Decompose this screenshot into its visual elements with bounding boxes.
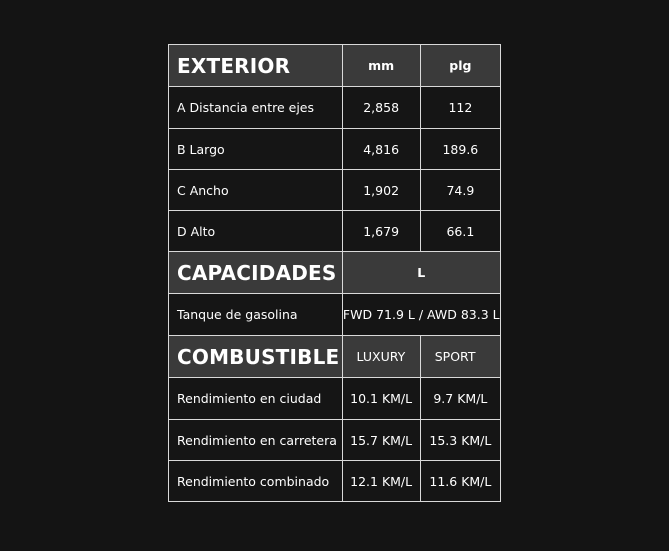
- row-value-luxury: 10.1 KM/L: [342, 378, 420, 420]
- row-label: C Ancho: [169, 170, 343, 211]
- col-sport: SPORT: [420, 336, 500, 378]
- table-row: [169, 461, 501, 502]
- table-row: [169, 378, 501, 420]
- unit-mm: mm: [342, 45, 420, 87]
- capacidades-header-row: [169, 252, 501, 294]
- exterior-title: EXTERIOR: [169, 45, 343, 87]
- combustible-title: COMBUSTIBLE: [169, 336, 343, 378]
- unit-liters: L: [342, 252, 500, 294]
- row-value-mm: 1,679: [342, 211, 420, 252]
- row-value-plg: 189.6: [420, 129, 500, 170]
- table-row: [169, 420, 501, 461]
- row-value-mm: 4,816: [342, 129, 420, 170]
- col-luxury: LUXURY: [342, 336, 420, 378]
- row-value-sport: 15.3 KM/L: [420, 420, 500, 461]
- table-row: [169, 87, 501, 129]
- row-label: A Distancia entre ejes: [169, 87, 343, 129]
- row-label: B Largo: [169, 129, 343, 170]
- row-value-sport: 11.6 KM/L: [420, 461, 500, 502]
- row-label: Rendimiento en ciudad: [169, 378, 343, 420]
- row-label: Rendimiento en carretera: [169, 420, 343, 461]
- row-label: Rendimiento combinado: [169, 461, 343, 502]
- row-value-plg: 66.1: [420, 211, 500, 252]
- row-value-plg: 74.9: [420, 170, 500, 211]
- table-row: [169, 170, 501, 211]
- row-value-luxury: 15.7 KM/L: [342, 420, 420, 461]
- exterior-header-row: [169, 45, 501, 87]
- row-value-sport: 9.7 KM/L: [420, 378, 500, 420]
- table-row: [169, 294, 501, 336]
- unit-plg: plg: [420, 45, 500, 87]
- table-row: [169, 129, 501, 170]
- combustible-header-row: [169, 336, 501, 378]
- capacidades-title: CAPACIDADES: [169, 252, 343, 294]
- row-label: D Alto: [169, 211, 343, 252]
- table-row: [169, 211, 501, 252]
- row-label: Tanque de gasolina: [169, 294, 343, 336]
- row-value-capacity: FWD 71.9 L / AWD 83.3 L: [342, 294, 500, 336]
- row-value-mm: 2,858: [342, 87, 420, 129]
- row-value-plg: 112: [420, 87, 500, 129]
- row-value-mm: 1,902: [342, 170, 420, 211]
- row-value-luxury: 12.1 KM/L: [342, 461, 420, 502]
- spec-table: [168, 44, 501, 502]
